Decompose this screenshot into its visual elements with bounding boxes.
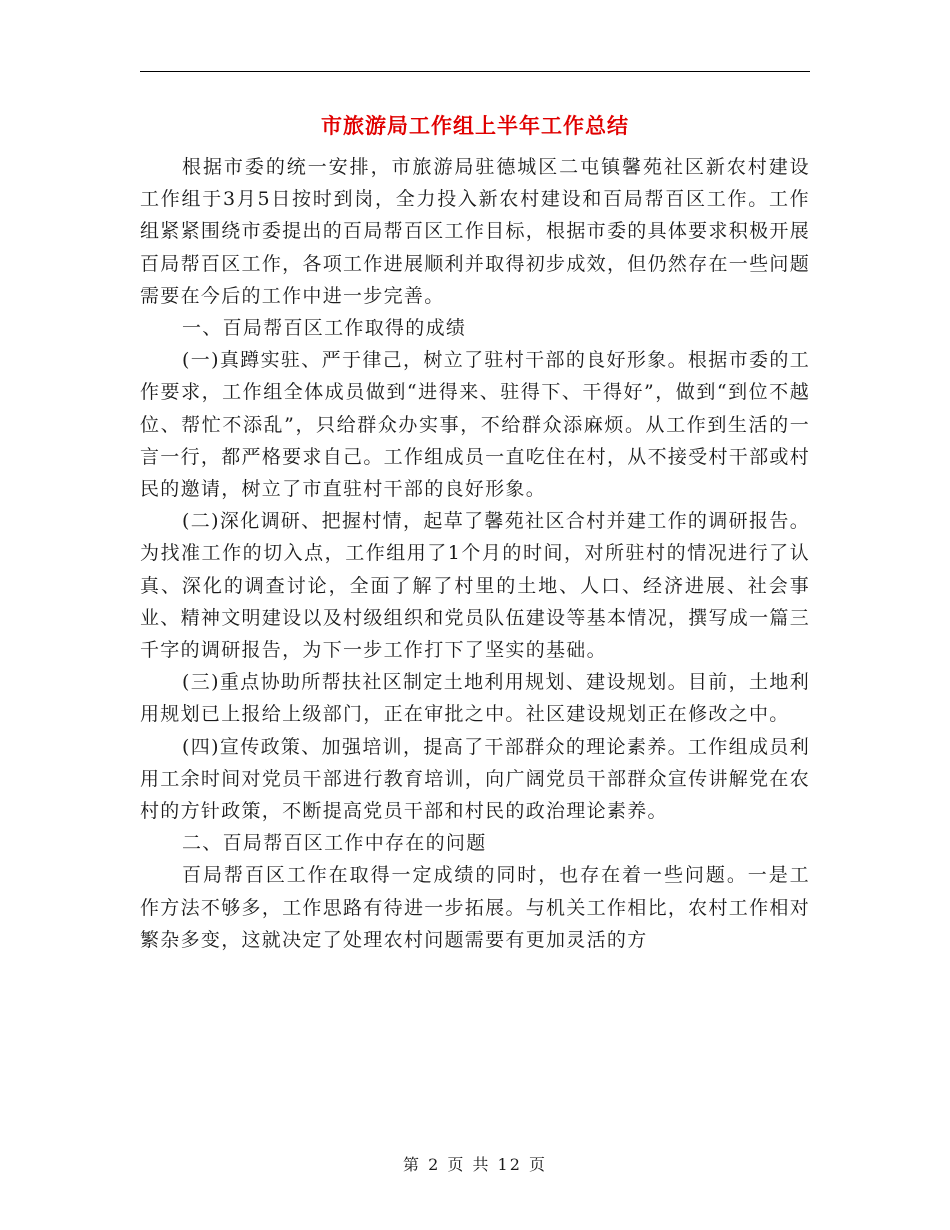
document-title: 市旅游局工作组上半年工作总结 bbox=[321, 114, 629, 138]
document-body bbox=[140, 151, 810, 956]
paragraph-intro: 根据市委的统一安排，市旅游局驻德城区二屯镇馨苑社区新农村建设工作组于3月5日按时到岗，全力投入新农村建设和百局帮百区工作。工作组紧紧围绕市委提出的百局帮百区工作目标，根据市委的具体要求积极开展百局帮百区工作，各项工作进展顺利并取得初步成效，但仍然存在一些问题需要在今后的工作中进一步完善。 bbox=[140, 156, 810, 307]
paragraph-item-3: (三)重点协助所帮扶社区制定土地利用规划、建设规划。目前，土地利用规划已上报给上级部门，正在审批之中。社区建设规划正在修改之中。 bbox=[140, 671, 810, 726]
page-footer: 第 2 页 共 12 页 bbox=[403, 1155, 547, 1174]
paragraph-item-4: (四)宣传政策、加强培训，提高了干部群众的理论素养。工作组成员利用工余时间对党员干部进行教育培训，向广阔党员干部群众宣传讲解党在农村的方针政策，不断提高党员干部和村民的政治理论素养。 bbox=[140, 735, 810, 823]
header-rule bbox=[140, 71, 810, 72]
paragraph-item-1: (一)真蹲实驻、严于律己，树立了驻村干部的良好形象。根据市委的工作要求，工作组全体成员做到“进得来、驻得下、干得好”，做到“到位不越位、帮忙不添乱”，只给群众办实事，不给群众添麻烦。从工作到生活的一言一行，都严格要求自己。工作组成员一直吃住在村，从不接受村干部或村民的邀请，树立了市直驻村干部的良好形象。 bbox=[140, 349, 810, 501]
paragraph-item-2: (二)深化调研、把握村情，起草了馨苑社区合村并建工作的调研报告。为找准工作的切入点，工作组用了1个月的时间，对所驻村的情况进行了认真、深化的调查讨论，全面了解了村里的土地、人口、经济进展、社会事业、精神文明建设以及村级组织和党员队伍建设等基本情况，撰写成一篇三千字的调研报告，为下一步工作打下了坚实的基础。 bbox=[140, 510, 810, 662]
paragraph-problems: 百局帮百区工作在取得一定成绩的同时，也存在着一些问题。一是工作方法不够多，工作思路有待进一步拓展。与机关工作相比，农村工作相对繁杂多变，这就决定了处理农村问题需要有更加灵活的方 bbox=[140, 864, 810, 951]
section-heading-problems: 二、百局帮百区工作中存在的问题 bbox=[182, 832, 487, 855]
section-heading-achievements: 一、百局帮百区工作取得的成绩 bbox=[182, 317, 467, 340]
